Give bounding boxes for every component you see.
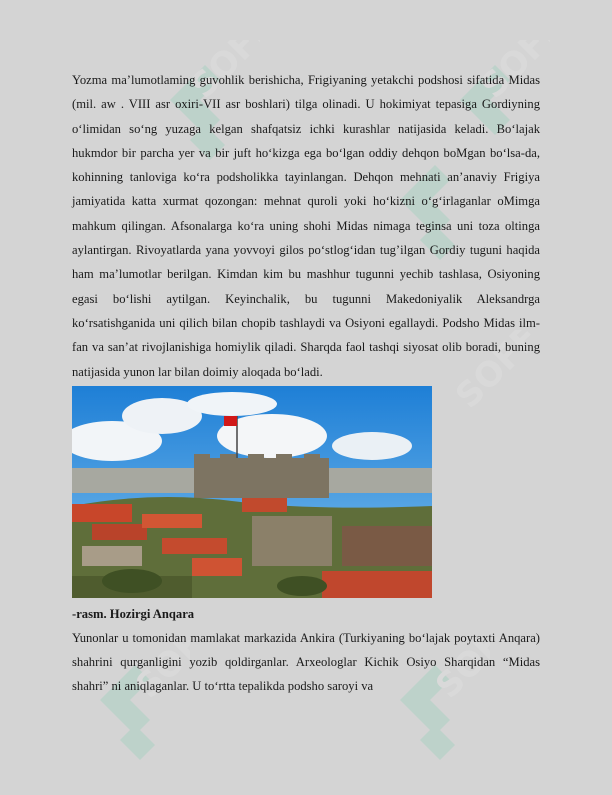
svg-text:SOFF: SOFF (428, 640, 490, 707)
svg-text:SOFF: SOFF (448, 330, 540, 417)
photo-ankara-castle (72, 386, 432, 598)
paragraph-ankira: Yunonlar u tomonidan mamlakat markazida Ankira (Turkiyaning bo‘lajak poytaxti Anqara) shahrini qurganligini yozib qoldirganlar. Arxeologlar Kichik Osiyo Sharqidan “Midas shahri” ni aniqlaganlar. U to‘rtta tepalikda podsho saroyi va (72, 630, 540, 694)
svg-text:SOFF: SOFF (128, 640, 190, 707)
paragraph-midas: Yozma ma’lumotlaming guvohlik berishicha, Frigiyaning yetakchi podshosi sifatida Midas (mil. aw . VIII asr oxiri-VII asr boshlari) tilga olinadi. U hokimiyat tepasiga Gordiyning o‘limidan so‘ng yuzaga kelgan shafqatsiz ichki kurashlar natijasida keladi. Bo‘lajak hukmdor bir parcha yer va bir juft ho‘kizga ega bo‘lgan oddiy dehqon boMgan bo‘lsa-da, kohinning tanloviga ko‘ra podsholikka tayinlangan. Dehqon mehnati an’anaviy Frigiya jamiyatida katta xurmat qozongan: mehnat quroli yoki ho‘kizni o‘g‘irlaganlar oMimga mahkum qilingan. Afsonalarga ko‘ra uning shohi Midas nimaga teginsa uni toza oltinga aylantirgan. Rivoyatlarda yana yovvoyi gilos po‘stlog‘idan tug’ilgan Gordiy tuguni haqida ham ma’lumotlar berilgan. Kimdan kim bu mashhur tugunni yechib tashlasa, Osiyoning egasi bo‘lishi aytilgan. Keyinchalik, bu tugunni Makedoniyalik Aleksandrga ko‘rsatishganida uni qilich bilan chopib tashlaydi va Osiyoni egallaydi. Podsho Midas ilm-fan va san’at rivojlanishiga homiylik qiladi. Sharqda faol tashqi siyosat olib boradi, buning natijasida yunon lar bilan doimiy aloqada bo‘ladi. (72, 73, 540, 379)
figure-caption: -rasm. Hozirgi Anqara (72, 606, 195, 621)
svg-text:SOFF: SOFF (183, 40, 260, 107)
document-body (72, 68, 540, 699)
svg-text:SOFF: SOFF (473, 40, 550, 107)
